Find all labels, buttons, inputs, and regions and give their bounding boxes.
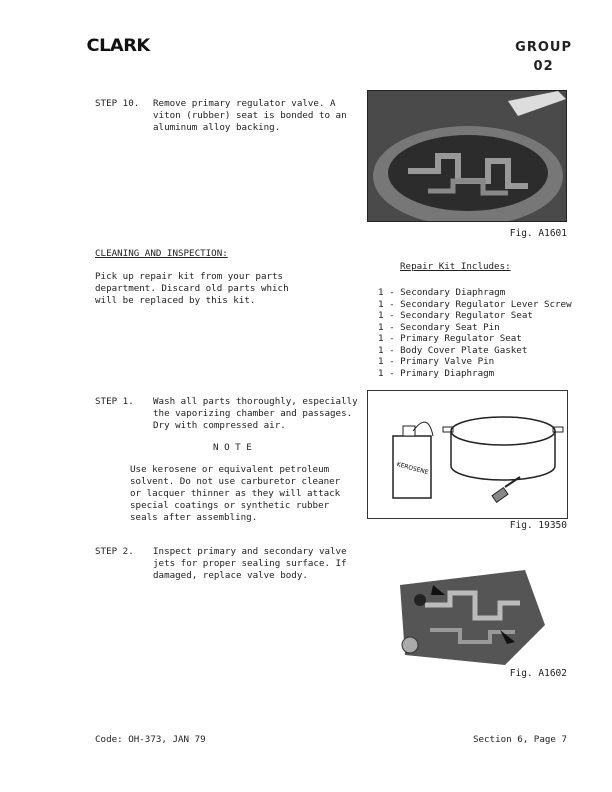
step-label: STEP 2.: [95, 546, 134, 557]
kerosene-can-pan-brush-drawing: [368, 391, 567, 518]
regulator-valve-photo: [367, 90, 567, 222]
step-label: STEP 10.: [95, 98, 140, 109]
list-item: 1 - Primary Regulator Seat: [378, 333, 522, 344]
valve-body-photo: [385, 565, 550, 667]
group-indicator: [515, 38, 572, 76]
regulator-photo-graphic: [368, 91, 566, 221]
note-title: N O T E: [213, 442, 252, 453]
list-item: 1 - Secondary Diaphragm: [378, 287, 506, 298]
step-label: STEP 1.: [95, 396, 134, 407]
note-text: [130, 464, 340, 524]
figure-caption: Fig. 19350: [509, 520, 567, 531]
text-line: special coatings or synthetic rubber: [130, 500, 330, 511]
list-item: 1 - Secondary Seat Pin: [378, 321, 500, 333]
cleaning-heading: CLEANING AND INSPECTION:: [95, 248, 228, 259]
figure-caption: Fig. A1601: [509, 228, 567, 239]
list-item: 1 - Body Cover Plate Gasket: [378, 344, 528, 356]
group-label: GROUP: [515, 40, 572, 55]
text-line: solvent. Do not use carburetor cleaner: [130, 476, 341, 487]
list-item: 1 - Primary Diaphragm: [378, 367, 495, 379]
step-text-line: the vaporizing chamber and passages.: [153, 408, 353, 419]
cleaning-supplies-figure: [367, 390, 568, 519]
list-item: 1 - Secondary Regulator Seat: [378, 310, 533, 321]
footer-page: Section 6, Page 7: [472, 734, 567, 745]
step-text-line: Inspect primary and secondary valve: [153, 546, 347, 557]
step-text-line: aluminum alloy backing.: [153, 122, 281, 133]
text-line: Pick up repair kit from your parts: [95, 271, 284, 282]
step-text-line: Wash all parts thoroughly, especially: [153, 396, 358, 407]
can-label: KEROSENE: [395, 461, 430, 477]
step-text-line: jets for proper sealing surface. If: [153, 558, 347, 569]
text-line: or lacquer thinner as they will attack: [130, 488, 341, 499]
text-line: will be replaced by this kit.: [95, 295, 256, 306]
step-text-line: Dry with compressed air.: [153, 420, 286, 431]
valve-body-photo-graphic: [385, 565, 550, 667]
step-text-line: viton (rubber) seat is bonded to an: [153, 110, 347, 121]
step-text-line: Remove primary regulator valve. A: [153, 98, 336, 109]
step-2: [95, 546, 347, 582]
step-1: [95, 396, 358, 432]
list-item: 1 - Primary Valve Pin: [378, 356, 495, 367]
text-line: seals after assembling.: [130, 512, 258, 523]
text-line: Use kerosene or equivalent petroleum: [130, 464, 330, 475]
clark-logo: CLARK: [86, 36, 150, 56]
group-number: 02: [533, 59, 554, 74]
footer-code: Code: OH-373, JAN 79: [95, 734, 206, 745]
repair-kit-list: [378, 287, 572, 379]
text-line: department. Discard old parts which: [95, 283, 289, 294]
cleaning-text: [95, 271, 289, 307]
step-text-line: damaged, replace valve body.: [153, 570, 308, 581]
repair-kit-heading: Repair Kit Includes:: [400, 261, 511, 272]
step-10: [95, 98, 347, 134]
list-item: 1 - Secondary Regulator Lever Screw: [378, 298, 572, 310]
figure-caption: Fig. A1602: [509, 668, 567, 679]
